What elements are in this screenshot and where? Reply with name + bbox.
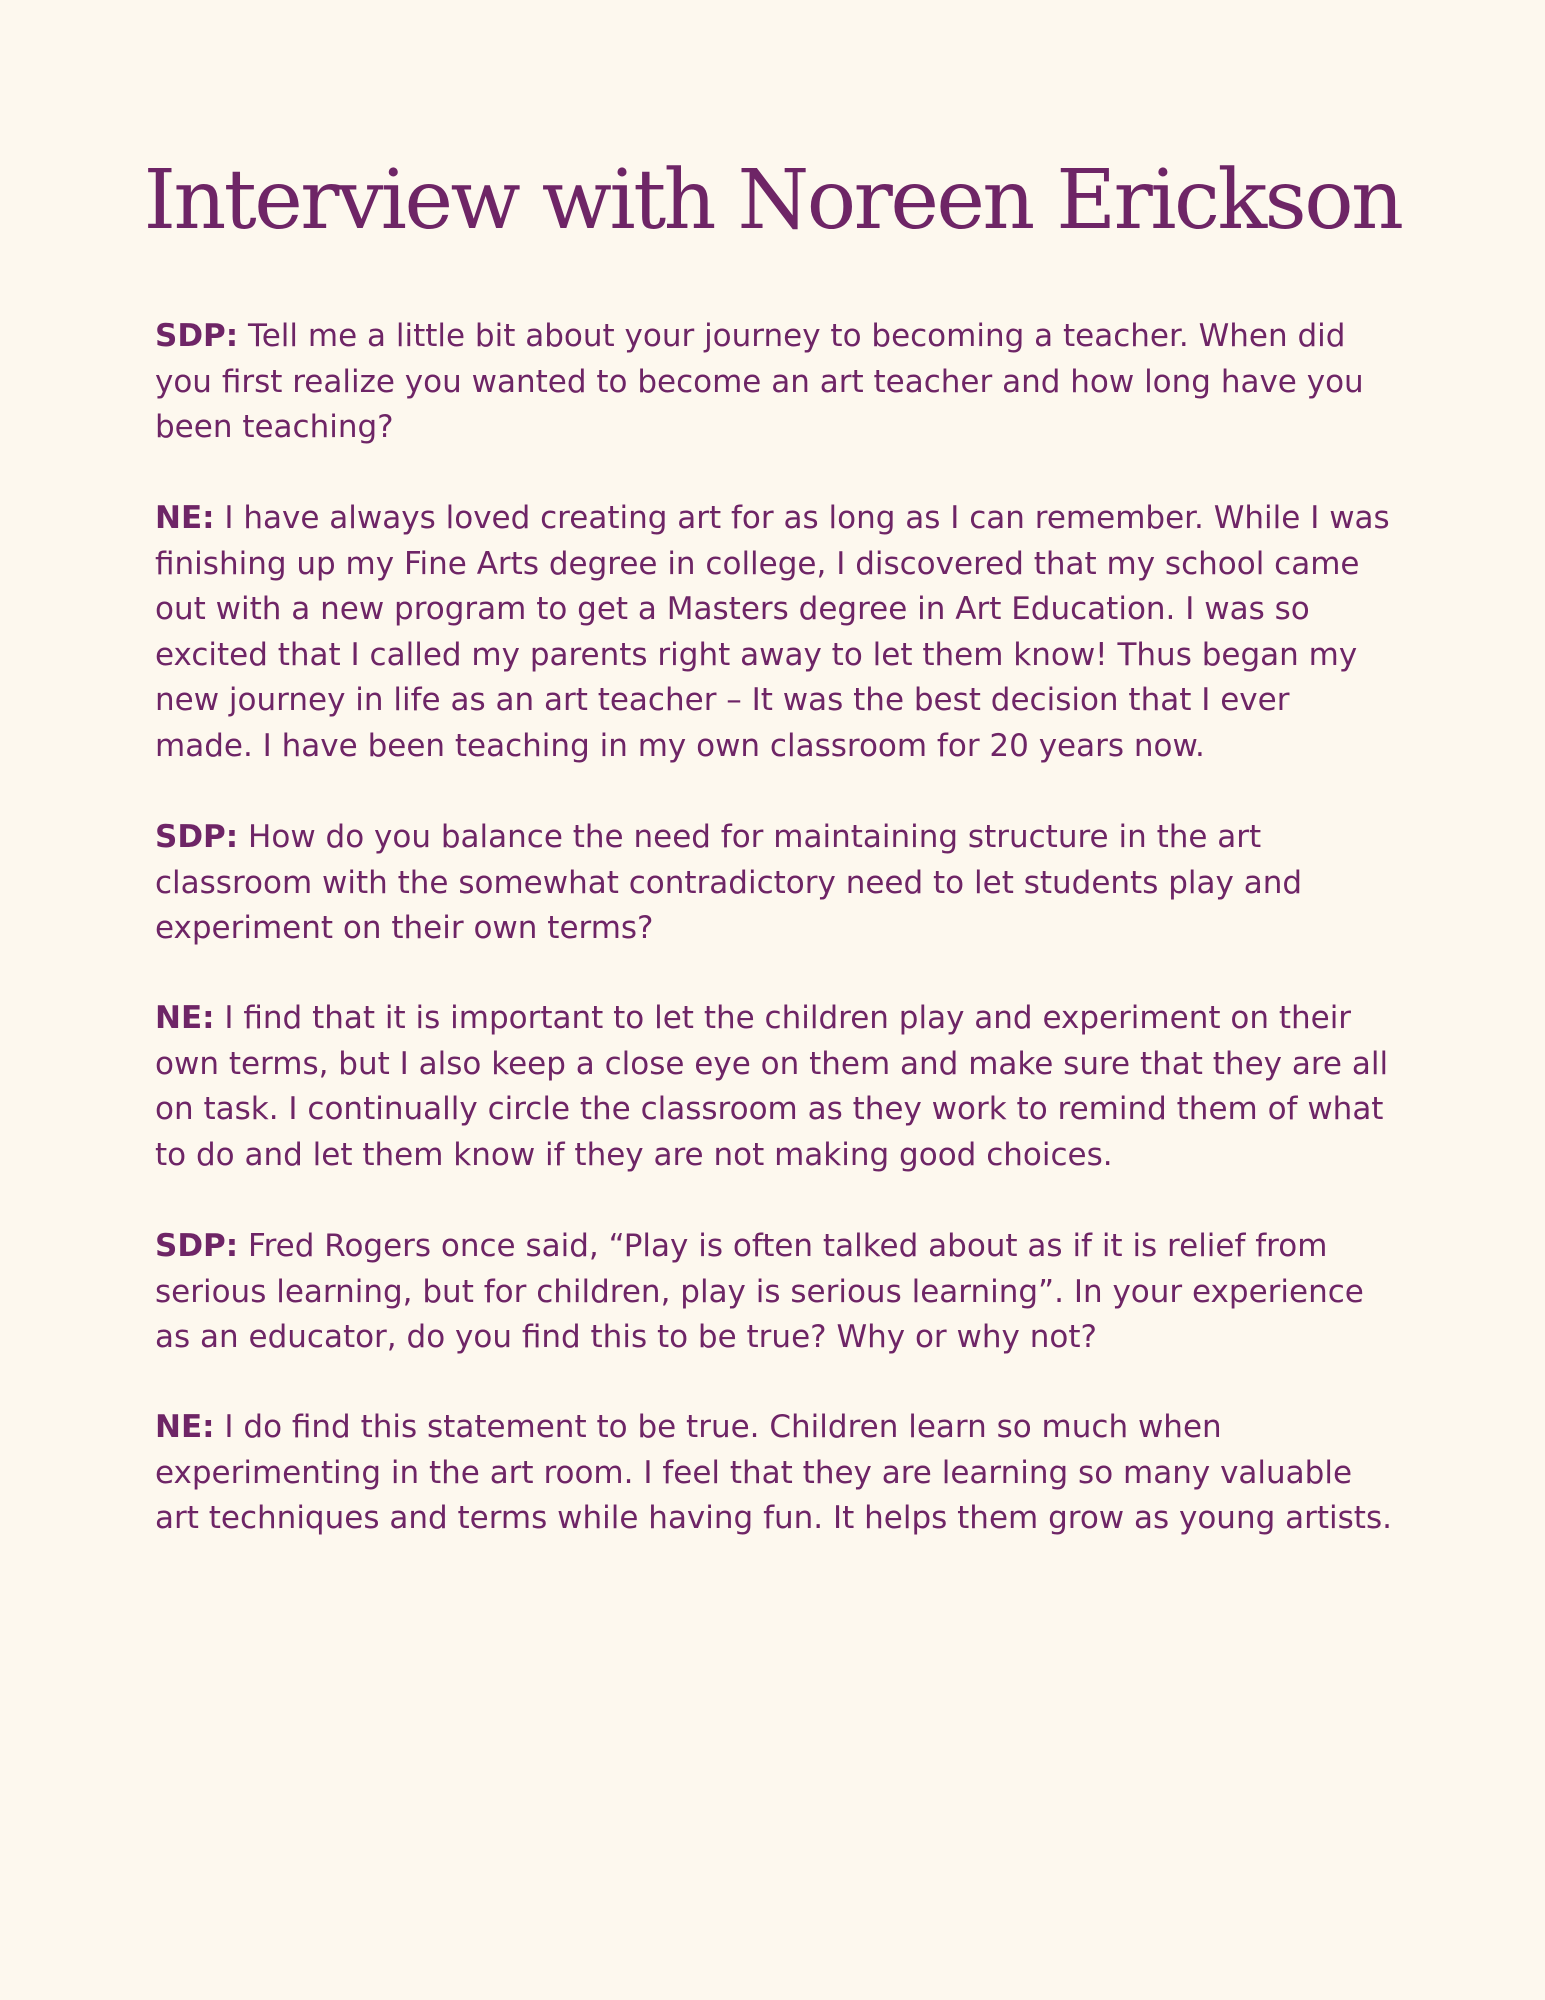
interview-answer: [155, 496, 1395, 769]
answer-text: I have always loved creating art for as long as I can remember. While I was finishing up my Fine Arts degree in college, I discovered that my school came out with a new program to get a Masters degree in Art Education. I was so excited that I called my parents right away to let them know! Thus began my new journey in life as an art teacher – It was the best decision that I ever made. I have been teaching in my own classroom for 20 years now.: [155, 500, 1390, 764]
speaker-label: SDP:: [155, 1228, 239, 1264]
question-text: How do you balance the need for maintaining structure in the art classroom with the somewhat contradictory need to let students play and experiment on their own terms?: [155, 819, 1303, 946]
interview-question: [155, 314, 1395, 451]
interview-answer: [155, 1405, 1395, 1542]
question-text: Fred Rogers once said, “Play is often talked about as if it is relief from serious learning, but for children, play is serious learning”. In your experience as an educator, do you find this to be true? Why or why not?: [155, 1228, 1364, 1355]
speaker-label: SDP:: [155, 318, 239, 354]
speaker-label: NE:: [155, 500, 215, 536]
answer-text: I do find this statement to be true. Children learn so much when experimenting in the art room. I feel that they are learning so many valuable art techniques and terms while having fun. It helps them grow as young artists.: [155, 1409, 1392, 1536]
question-text: Tell me a little bit about your journey to becoming a teacher. When did you first realize you wanted to become an art teacher and how long have you been teaching?: [155, 318, 1364, 445]
interview-answer: [155, 996, 1395, 1178]
speaker-label: SDP:: [155, 819, 239, 855]
speaker-label: NE:: [155, 1000, 215, 1036]
page-title: Interview with Noreen Erickson: [143, 153, 1402, 248]
interview-question: [155, 815, 1395, 952]
interview-question: [155, 1224, 1395, 1361]
answer-text: I find that it is important to let the children play and experiment on their own terms, but I also keep a close eye on them and make sure that they are all on task. I continually circle the classroom as they work to remind them of what to do and let them know if they are not making good choices.: [155, 1000, 1389, 1173]
speaker-label: NE:: [155, 1409, 215, 1445]
